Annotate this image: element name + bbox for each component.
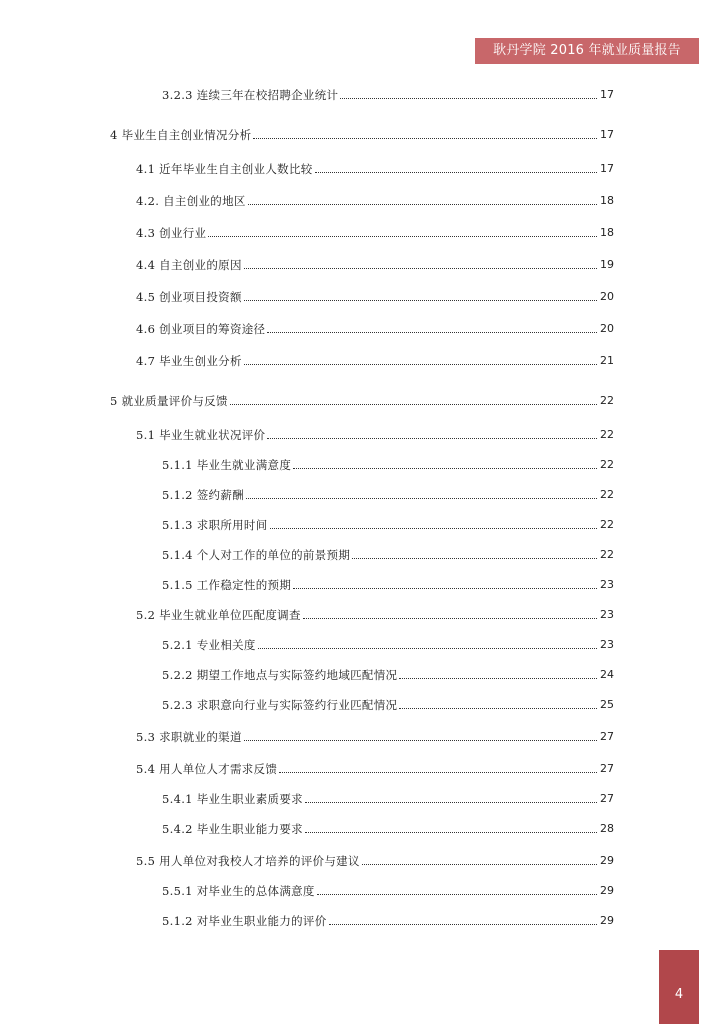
toc-entry-label: 5.1.2 对毕业生职业能力的评价 — [162, 914, 327, 928]
toc-entry-page: 17 — [600, 128, 614, 141]
toc-leader-dots — [208, 236, 597, 237]
toc-leader-dots — [315, 172, 597, 173]
toc-entry[interactable] — [110, 392, 614, 410]
toc-leader-dots — [362, 864, 597, 865]
toc-entry-page: 20 — [600, 322, 614, 335]
toc-leader-dots — [244, 740, 597, 741]
toc-leader-dots — [267, 438, 597, 439]
toc-entry[interactable] — [136, 606, 614, 624]
toc-entry[interactable] — [136, 728, 614, 746]
report-title: 耿丹学院 2016 年就业质量报告 — [493, 43, 681, 58]
toc-entry-page: 17 — [600, 88, 614, 101]
toc-entry[interactable] — [136, 192, 614, 210]
toc-entry[interactable] — [136, 852, 614, 870]
toc-entry-page: 24 — [600, 668, 614, 681]
toc-entry[interactable] — [162, 516, 614, 534]
toc-leader-dots — [305, 802, 597, 803]
toc-entry-label: 5.2.3 求职意向行业与实际签约行业匹配情况 — [162, 698, 398, 712]
toc-entry[interactable] — [136, 426, 614, 444]
toc-leader-dots — [340, 98, 597, 99]
toc-entry-label: 5.1.3 求职所用时间 — [162, 518, 268, 532]
toc-entry-label: 4.7 毕业生创业分析 — [136, 354, 242, 368]
toc-leader-dots — [399, 708, 597, 709]
toc-leader-dots — [270, 528, 597, 529]
toc-entry-page: 28 — [600, 822, 614, 835]
toc-entry[interactable] — [162, 486, 614, 504]
toc-entry[interactable] — [162, 636, 614, 654]
toc-leader-dots — [248, 204, 597, 205]
toc-entry[interactable] — [136, 256, 614, 274]
toc-entry[interactable] — [136, 160, 614, 178]
toc-entry-label: 4.6 创业项目的筹资途径 — [136, 322, 266, 336]
report-header-banner — [475, 38, 699, 64]
toc-entry-page: 23 — [600, 638, 614, 651]
toc-entry-page: 22 — [600, 488, 614, 501]
toc-entry-page: 18 — [600, 226, 614, 239]
toc-entry-page: 22 — [600, 394, 614, 407]
toc-entry-page: 22 — [600, 428, 614, 441]
toc-entry-label: 5.1.5 工作稳定性的预期 — [162, 578, 292, 592]
toc-entry-label: 5.1.4 个人对工作的单位的前景预期 — [162, 548, 351, 562]
toc-leader-dots — [399, 678, 597, 679]
toc-entry-page: 22 — [600, 548, 614, 561]
toc-entry[interactable] — [162, 86, 614, 104]
toc-entry-label: 4.1 近年毕业生自主创业人数比较 — [136, 162, 313, 176]
toc-leader-dots — [303, 618, 597, 619]
toc-entry-page: 25 — [600, 698, 614, 711]
toc-entry-label: 5.4.1 毕业生职业素质要求 — [162, 792, 303, 806]
toc-entry-label: 5.1 毕业生就业状况评价 — [136, 428, 266, 442]
toc-leader-dots — [293, 588, 597, 589]
toc-entry-label: 4.4 自主创业的原因 — [136, 258, 242, 272]
toc-entry-label: 5.5.1 对毕业生的总体满意度 — [162, 884, 315, 898]
toc-leader-dots — [244, 268, 597, 269]
toc-entry[interactable] — [162, 546, 614, 564]
toc-leader-dots — [244, 300, 597, 301]
toc-leader-dots — [267, 332, 597, 333]
toc-leader-dots — [317, 894, 597, 895]
toc-entry[interactable] — [110, 126, 614, 144]
toc-entry[interactable] — [162, 882, 614, 900]
toc-entry[interactable] — [136, 760, 614, 778]
toc-entry-label: 4.3 创业行业 — [136, 226, 207, 240]
toc-entry-page: 29 — [600, 914, 614, 927]
toc-entry-label: 5 就业质量评价与反馈 — [110, 394, 228, 408]
toc-entry-page: 29 — [600, 854, 614, 867]
toc-entry-label: 4.2. 自主创业的地区 — [136, 194, 246, 208]
toc-entry-label: 5.4.2 毕业生职业能力要求 — [162, 822, 303, 836]
toc-leader-dots — [279, 772, 597, 773]
toc-leader-dots — [293, 468, 597, 469]
toc-entry-page: 27 — [600, 762, 614, 775]
toc-entry-label: 5.5 用人单位对我校人才培养的评价与建议 — [136, 854, 360, 868]
toc-entry-label: 5.2 毕业生就业单位匹配度调查 — [136, 608, 301, 622]
toc-entry-page: 19 — [600, 258, 614, 271]
toc-entry-page: 22 — [600, 458, 614, 471]
table-of-contents — [0, 86, 724, 946]
toc-leader-dots — [244, 364, 597, 365]
toc-entry-page: 20 — [600, 290, 614, 303]
toc-entry-label: 5.4 用人单位人才需求反馈 — [136, 762, 278, 776]
toc-entry-label: 4.5 创业项目投资额 — [136, 290, 242, 304]
toc-entry-page: 17 — [600, 162, 614, 175]
toc-entry-page: 18 — [600, 194, 614, 207]
toc-leader-dots — [230, 404, 597, 405]
toc-entry-page: 23 — [600, 608, 614, 621]
toc-entry-page: 27 — [600, 792, 614, 805]
toc-entry-label: 5.2.2 期望工作地点与实际签约地域匹配情况 — [162, 668, 398, 682]
toc-leader-dots — [246, 498, 597, 499]
toc-entry[interactable] — [136, 224, 614, 242]
toc-entry[interactable] — [162, 576, 614, 594]
toc-entry-page: 22 — [600, 518, 614, 531]
toc-entry[interactable] — [162, 456, 614, 474]
toc-entry[interactable] — [136, 320, 614, 338]
toc-entry[interactable] — [136, 352, 614, 370]
toc-entry[interactable] — [162, 912, 614, 930]
toc-entry-page: 23 — [600, 578, 614, 591]
toc-entry-page: 21 — [600, 354, 614, 367]
toc-entry-label: 5.1.2 签约薪酬 — [162, 488, 244, 502]
page-number-tab — [659, 950, 699, 1024]
page-number: 4 — [674, 987, 684, 1002]
toc-entry[interactable] — [162, 696, 614, 714]
toc-entry[interactable] — [162, 790, 614, 808]
toc-leader-dots — [352, 558, 597, 559]
toc-leader-dots — [253, 138, 597, 139]
toc-entry-label: 5.2.1 专业相关度 — [162, 638, 256, 652]
toc-entry[interactable] — [162, 666, 614, 684]
toc-entry-label: 5.3 求职就业的渠道 — [136, 730, 242, 744]
toc-entry-page: 27 — [600, 730, 614, 743]
toc-entry[interactable] — [136, 288, 614, 306]
toc-entry-label: 3.2.3 连续三年在校招聘企业统计 — [162, 88, 339, 102]
toc-leader-dots — [258, 648, 597, 649]
toc-entry-label: 5.1.1 毕业生就业满意度 — [162, 458, 292, 472]
toc-leader-dots — [329, 924, 597, 925]
toc-entry-label: 4 毕业生自主创业情况分析 — [110, 128, 252, 142]
toc-entry[interactable] — [162, 820, 614, 838]
toc-leader-dots — [305, 832, 597, 833]
toc-entry-page: 29 — [600, 884, 614, 897]
